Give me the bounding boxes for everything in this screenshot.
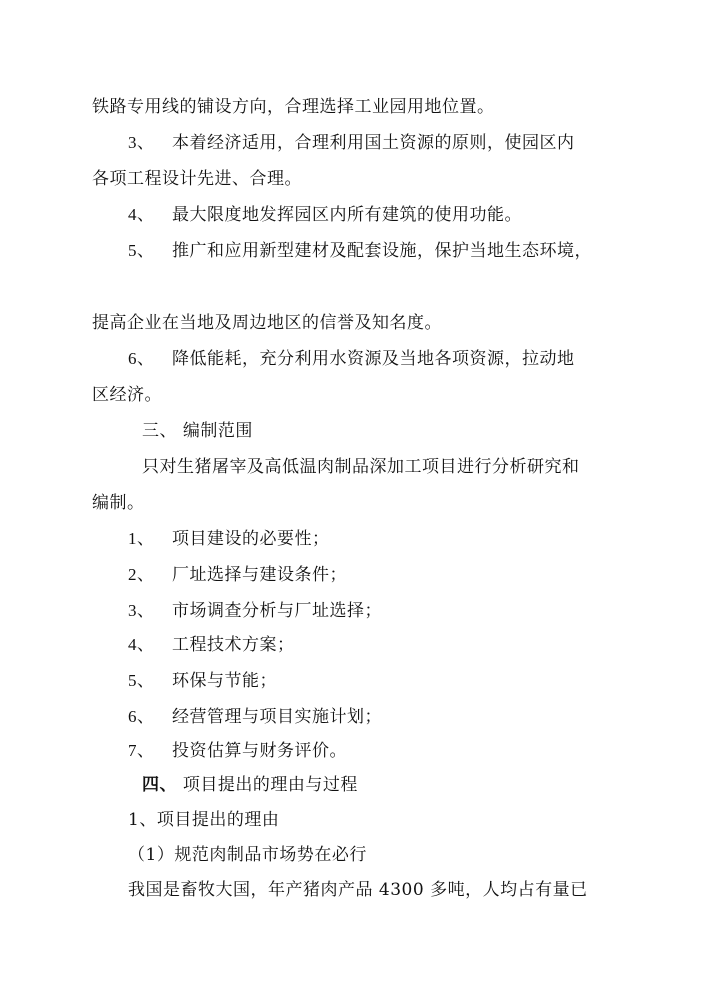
section-title: 项目提出的理由与过程 (177, 775, 358, 795)
list-text: 降低能耗，充分利用水资源及当地各项资源，拉动地 (172, 349, 575, 369)
subsection-heading: 1、项目提出的理由 (128, 810, 280, 830)
scope-list-item (128, 633, 295, 657)
paragraph-line: 各项工程设计先进、合理。 (92, 169, 302, 189)
list-number: 5、 (128, 671, 155, 690)
list-text: 环保与节能； (172, 671, 277, 691)
list-number: 7、 (128, 741, 155, 760)
scope-list-item (128, 669, 277, 693)
list-text: 本着经济适用，合理利用国土资源的原则，使园区内 (172, 133, 575, 153)
scope-list-item (128, 563, 347, 587)
list-text: 市场调查分析与厂址选择； (172, 601, 382, 621)
list-number: 6、 (128, 707, 155, 726)
list-text: 最大限度地发挥园区内所有建筑的使用功能。 (172, 205, 522, 225)
paragraph-line: 区经济。 (92, 385, 162, 405)
scope-list-item (128, 739, 347, 763)
list-item-5 (128, 239, 592, 263)
scope-list-item (128, 527, 330, 551)
list-text: 厂址选择与建设条件； (172, 565, 347, 585)
section-heading: 三、 编制范围 (142, 421, 253, 441)
list-number: 4、 (128, 205, 155, 224)
list-text: 推广和应用新型建材及配套设施，保护当地生态环境， (172, 241, 592, 261)
list-text: 项目建设的必要性； (172, 529, 330, 549)
paragraph-line: 提高企业在当地及周边地区的信誉及知名度。 (92, 313, 442, 333)
list-item-6 (128, 347, 575, 371)
section-number: 四、 (142, 775, 177, 795)
list-number: 3、 (128, 133, 155, 152)
scope-list-item (128, 599, 382, 623)
list-text: 经营管理与项目实施计划； (172, 707, 382, 727)
paragraph-line: 只对生猪屠宰及高低温肉制品深加工项目进行分析研究和 (142, 457, 580, 477)
list-item-3 (128, 131, 575, 155)
scope-list-item (128, 705, 382, 729)
list-text: 投资估算与财务评价。 (172, 741, 347, 761)
list-number: 6、 (128, 349, 155, 368)
list-number: 1、 (128, 529, 155, 548)
paragraph-line: 编制。 (92, 493, 145, 513)
paragraph-line: 我国是畜牧大国，年产猪肉产品 4300 多吨，人均占有量已 (128, 880, 588, 900)
list-number: 3、 (128, 601, 155, 620)
paragraph-line: 铁路专用线的铺设方向，合理选择工业园用地位置。 (92, 97, 495, 117)
list-number: 2、 (128, 565, 155, 584)
list-item-4 (128, 203, 522, 227)
list-text: 工程技术方案； (172, 635, 295, 655)
list-number: 5、 (128, 241, 155, 260)
list-number: 4、 (128, 635, 155, 654)
subsubsection-heading: （1）规范肉制品市场势在必行 (128, 845, 367, 865)
section-heading (142, 773, 358, 797)
